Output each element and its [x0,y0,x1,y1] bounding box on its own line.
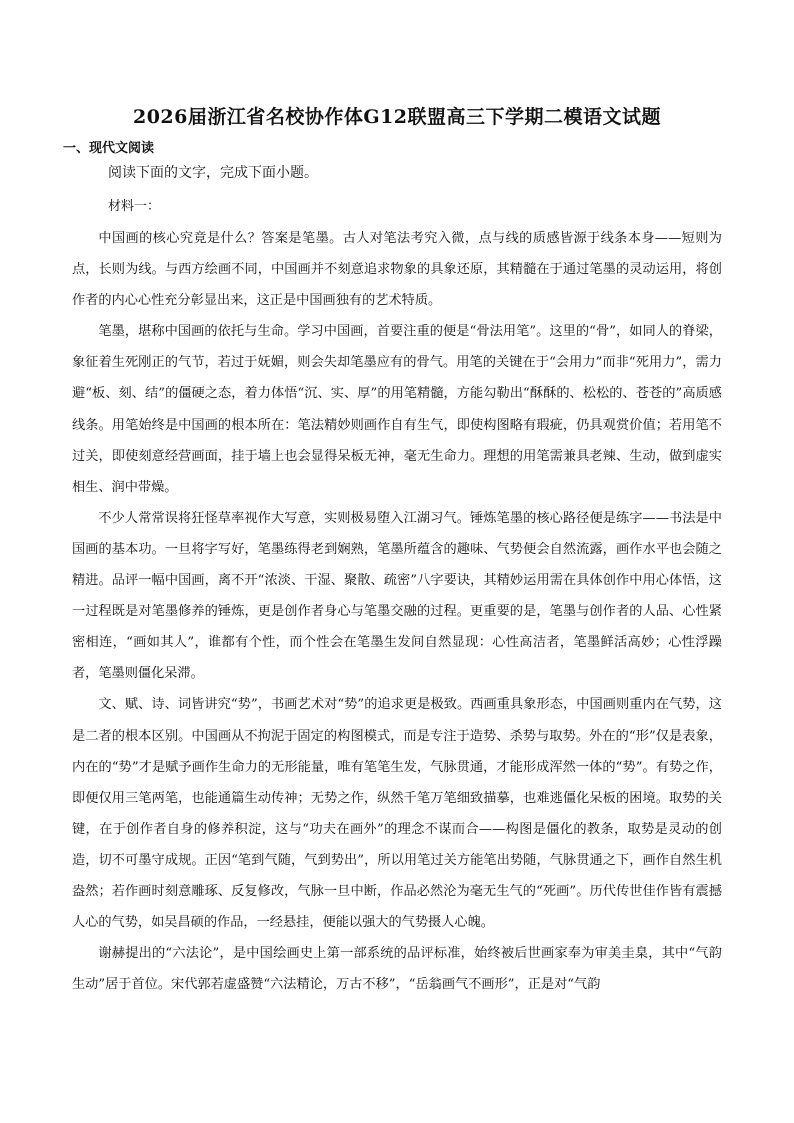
section-heading: 一、现代文阅读 [63,141,155,156]
passage-paragraph: 不少人常常误将狂怪草率视作大写意，实则极易堕入江湖习气。锤炼笔墨的核心路径便是练字——书法是中国画的基本功。一旦将字写好，笔墨练得老到娴熟，笔墨所蕴含的趣味、气势便会自然流露，画作水平也会随之精进。品评一幅中国画，离不开“浓淡、干湿、聚散、疏密”八字要诀，其精妙运用需在具体创作中用心体悟，这一过程既是对笔墨修养的锤炼，更是创作者身心与笔墨交融的过程。更重要的是，笔墨与创作者的人品、心性紧密相连，“画如其人”，谁都有个性，而个性会在笔墨生发间自然显现：心性高洁者，笔墨鲜活高妙；心性浮躁者，笔墨则僵化呆滞。 [72,510,722,682]
passage-paragraph: 中国画的核心究竟是什么？答案是笔墨。古人对笔法考究入微，点与线的质感皆源于线条本身——短则为点，长则为线。与西方绘画不同，中国画并不刻意追求物象的具象还原，其精髓在于通过笔墨的灵动运用，将创作者的内心心性充分彰显出来，这正是中国画独有的艺术特质。 [72,231,722,309]
passage-paragraph: 文、赋、诗、词皆讲究“势”，书画艺术对“势”的追求更是极致。西画重具象形态，中国画则重内在气势，这是二者的根本区别。中国画从不拘泥于固定的构图模式，而是专注于造势、杀势与取势。外在的“形”仅是表象，内在的“势”才是赋予画作生命力的无形能量，唯有笔笔生发，气脉贯通，才能形成浑然一体的“势”。有势之作，即便仅用三笔两笔，也能通篇生动传神；无势之作，纵然千笔万笔细致描摹，也难逃僵化呆板的困境。取势的关键，在于创作者自身的修养积淀，这与“功夫在画外”的理念不谋而合——构图是僵化的教条，取势是灵动的创造，切不可墨守成规。正因“笔到气随，气到势出”，所以用笔过关方能笔出势随，气脉贯通之下，画作自然生机盎然；若作画时刻意雕琢、反复修改，气脉一旦中断，作品必然沦为毫无生气的“死画”。历代传世佳作皆有震撼人心的气势，如吴昌硕的作品，一经悬挂，便能以强大的气势摄人心魄。 [72,697,722,931]
passage-paragraph: 笔墨，堪称中国画的依托与生命。学习中国画，首要注重的便是“骨法用笔”。这里的“骨”，如同人的脊梁，象征着生死刚正的气节，若过于妩媚，则会失却笔墨应有的骨气。用笔的关键在于“会用力”而非“死用力”，需力避“板、刻、结”的僵硬之态，着力体悟“沉、实、厚”的用笔精髓，方能勾勒出“酥酥的、松松的、苍苍的”高质感线条。用笔始终是中国画的根本所在：笔法精妙则画作自有生气，即使构图略有瑕疵，仍具观赏价值；若用笔不过关，即使刻意经营画面，挂于墙上也会显得呆板无神，毫无生命力。理想的用笔需兼具老辣、生动，做到虚实相生、润中带燥。 [72,324,722,495]
passage-body [72,223,722,1000]
material-label: 材料一： [108,199,161,214]
document-title: 2026届浙江省名校协作体G12联盟高三下学期二模语文试题 [132,106,662,128]
passage-paragraph: 谢赫提出的“六法论”，是中国绘画史上第一部系统的品评标准，始终被后世画家奉为审美圭臬，其中“气韵生动”居于首位。宋代郭若虚盛赞“六法精论，万古不移”，“岳翁画气不画形”，正是对“气韵 [72,946,722,993]
reading-instruction: 阅读下面的文字，完成下面小题。 [108,165,318,181]
